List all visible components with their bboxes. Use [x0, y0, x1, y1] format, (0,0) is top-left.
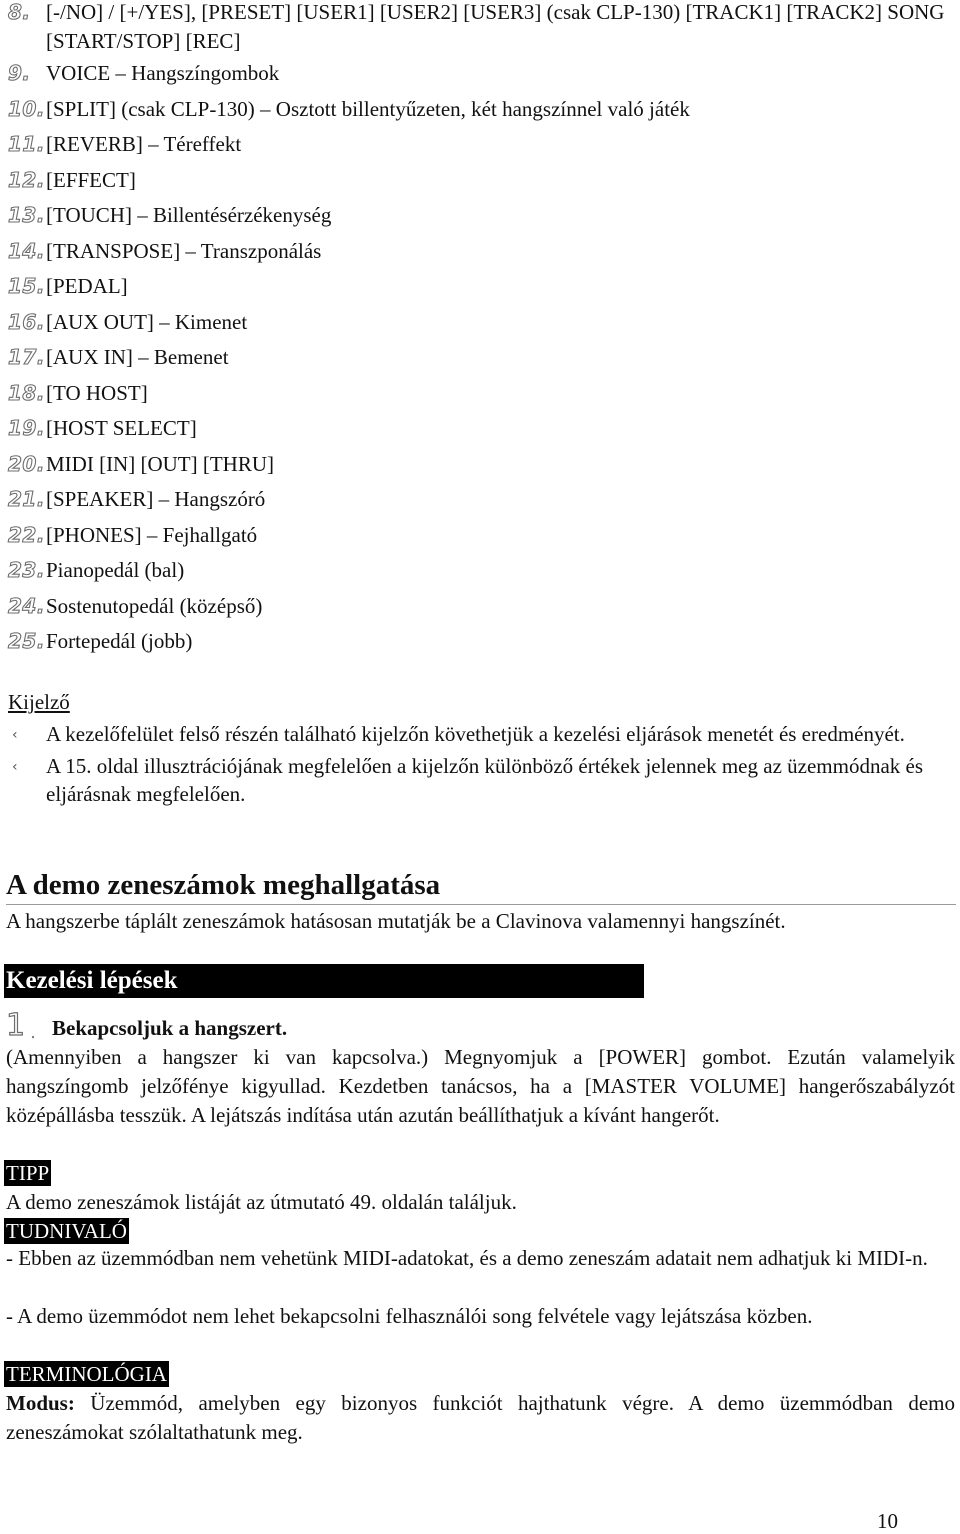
- steps-heading: Kezelési lépések: [4, 964, 644, 998]
- bullet-marker-icon: ‹: [12, 758, 18, 775]
- item-text: [HOST SELECT]: [46, 416, 197, 440]
- bullet-text: A kezelőfelület felső részén található kijelzőn követhetjük a kezelési eljárások menetét és eredményét.: [46, 722, 905, 746]
- item-number: 20.: [8, 451, 45, 476]
- control-list: [8, 0, 953, 660]
- step-number: 1: [6, 1008, 26, 1043]
- section-intro: A hangszerbe táplált zeneszámok hatásosan mutatják be a Clavinova valamennyi hangszínét.: [6, 909, 786, 933]
- list-item: [8, 624, 953, 660]
- list-item: [8, 411, 953, 447]
- list-item: [8, 447, 953, 483]
- item-text: [REVERB] – Téreffekt: [46, 132, 242, 156]
- item-text: VOICE – Hangszíngombok: [46, 61, 280, 85]
- term-definition: Üzemmód, amelyben egy bizonyos funkciót hajthatunk végre. A demo üzemmódban demo zeneszámokat szólaltathatunk meg.: [6, 1391, 955, 1444]
- page-number: 10: [877, 1509, 898, 1533]
- item-text: [-/NO] / [+/YES], [PRESET] [USER1] [USER2] [USER3] (csak CLP-130) [TRACK1] [TRACK2] SONG [START/STOP] [REC]: [46, 0, 945, 53]
- item-text: [EFFECT]: [46, 167, 136, 192]
- list-item: [8, 56, 953, 92]
- item-number: 13.: [8, 203, 45, 227]
- item-text: [TRANSPOSE] – Transzponálás: [46, 238, 322, 263]
- item-number: 21.: [8, 487, 45, 511]
- item-text: [PEDAL]: [46, 274, 128, 298]
- list-item: [8, 234, 953, 270]
- list-item: [8, 269, 953, 305]
- item-number: 17.: [8, 345, 45, 369]
- list-item: [8, 589, 953, 625]
- terminology-text: [6, 1389, 955, 1447]
- bullet-marker-icon: ‹: [12, 727, 18, 743]
- item-number: 11.: [8, 132, 45, 156]
- item-number: 16.: [8, 309, 45, 334]
- note-line: - A demo üzemmódot nem lehet bekapcsolni felhasználói song felvétele vagy lejátszása közben.: [6, 1304, 813, 1328]
- list-item: [8, 198, 953, 234]
- list-item: [8, 305, 953, 341]
- step-1-text: (Amennyiben a hangszer ki van kapcsolva.) Megnyomjuk a [POWER] gombot. Ezután valamelyik hangszíngomb jelzőfénye kigyullad. Kezdetben tanácsos, ha a [MASTER VOLUME] hangerőszabályzót középállásba tesszük. A lejátszás indítása után azután beállíthatjuk a kívánt hangerőt.: [6, 1045, 955, 1127]
- item-number: 8.: [8, 0, 31, 24]
- terminology-label: TERMINOLÓGIA: [6, 1362, 167, 1386]
- list-item: [8, 127, 953, 163]
- item-number: 22.: [8, 522, 45, 547]
- step-dot-icon: ⸼: [32, 1024, 36, 1039]
- list-item: [8, 340, 953, 376]
- item-text: [SPLIT] (csak CLP-130) – Osztott billentyűzeten, két hangszínnel való játék: [46, 96, 690, 121]
- tip-text: A demo zeneszámok listáját az útmutató 49. oldalán találjuk.: [6, 1190, 517, 1214]
- item-text: MIDI [IN] [OUT] [THRU]: [46, 451, 275, 476]
- bullet-text: A 15. oldal illusztrációjának megfelelően a kijelzőn különböző értékek jelennek meg az üzemmódnak és eljárásnak megfelelően.: [46, 753, 924, 806]
- item-number: 24.: [8, 593, 45, 618]
- item-text: [SPEAKER] – Hangszóró: [46, 487, 266, 511]
- item-text: Pianopedál (bal): [46, 558, 185, 582]
- item-text: Sostenutopedál (középső): [46, 593, 263, 618]
- note-label: TUDNIVALÓ: [6, 1219, 127, 1243]
- item-text: [AUX IN] – Bemenet: [46, 345, 229, 369]
- item-number: 14.: [8, 238, 45, 263]
- bullet-item: [8, 720, 953, 750]
- tip-label: TIPP: [6, 1161, 50, 1185]
- bullet-item: [8, 752, 953, 809]
- item-number: 9.: [8, 61, 31, 85]
- item-text: [TOUCH] – Billentésérzékenység: [46, 203, 332, 227]
- step-1: [6, 1008, 287, 1043]
- item-number: 23.: [8, 558, 45, 582]
- display-bullets: [8, 720, 953, 811]
- item-text: [TO HOST]: [46, 380, 148, 405]
- list-item: [8, 482, 953, 518]
- item-number: 10.: [8, 96, 45, 121]
- list-item: [8, 163, 953, 199]
- item-number: 18.: [8, 380, 45, 405]
- list-item: [8, 518, 953, 554]
- item-number: 25.: [8, 629, 45, 653]
- display-section-title: Kijelző: [8, 690, 70, 714]
- item-text: [AUX OUT] – Kimenet: [46, 309, 248, 334]
- item-number: 15.: [8, 274, 45, 298]
- list-item: [8, 0, 953, 56]
- item-number: 19.: [8, 416, 45, 440]
- list-item: [8, 92, 953, 128]
- term-key: Modus:: [6, 1391, 75, 1415]
- item-text: [PHONES] – Fejhallgató: [46, 522, 258, 547]
- item-text: Fortepedál (jobb): [46, 629, 193, 653]
- item-number: 12.: [8, 167, 45, 192]
- list-item: [8, 553, 953, 589]
- note-line: - Ebben az üzemmódban nem vehetünk MIDI-adatokat, és a demo zeneszám adatait nem adhatjuk ki MIDI-n.: [6, 1246, 928, 1270]
- section-heading: A demo zeneszámok meghallgatása: [6, 866, 956, 905]
- list-item: [8, 376, 953, 412]
- step-title: Bekapcsoljuk a hangszert.: [52, 1016, 288, 1040]
